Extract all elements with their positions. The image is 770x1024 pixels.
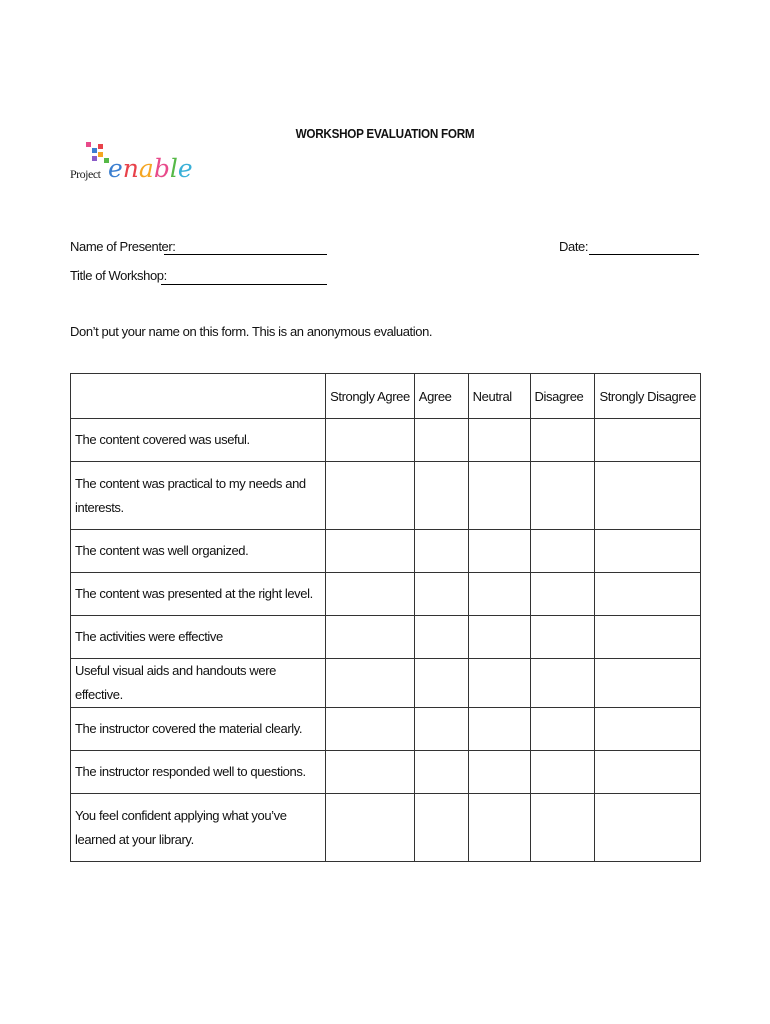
- rating-cell-strongly-agree[interactable]: [326, 751, 415, 794]
- statement-text: The content was practical to my needs and interests.: [71, 462, 326, 530]
- rating-cell-agree[interactable]: [414, 462, 468, 530]
- workshop-title-label: Title of Workshop:: [70, 268, 167, 283]
- workshop-title-input-line[interactable]: [161, 284, 327, 285]
- logo-enable-text: [108, 154, 193, 183]
- rating-cell-disagree[interactable]: [530, 530, 595, 573]
- statement-text: The content was presented at the right level.: [71, 573, 326, 616]
- rating-cell-neutral[interactable]: [468, 708, 530, 751]
- rating-cell-strongly-disagree[interactable]: [595, 530, 701, 573]
- logo-letter: l: [169, 154, 178, 183]
- logo-pixel: [98, 152, 103, 157]
- logo-pixel: [92, 148, 97, 153]
- statement-text: The content covered was useful.: [71, 419, 326, 462]
- statement-text: The content was well organized.: [71, 530, 326, 573]
- rating-cell-strongly-disagree[interactable]: [595, 573, 701, 616]
- logo-pixel: [98, 144, 103, 149]
- header-strongly-agree: Strongly Agree: [326, 374, 415, 419]
- logo-letter: a: [138, 154, 154, 183]
- logo-pixel: [92, 156, 97, 161]
- table-row: [71, 616, 701, 659]
- header-blank: [71, 374, 326, 419]
- rating-cell-neutral[interactable]: [468, 794, 530, 862]
- rating-cell-disagree[interactable]: [530, 794, 595, 862]
- header-disagree: Disagree: [530, 374, 595, 419]
- rating-cell-strongly-agree[interactable]: [326, 573, 415, 616]
- date-label: Date:: [559, 239, 589, 254]
- logo-project-text: Project: [70, 167, 101, 181]
- rating-cell-strongly-agree[interactable]: [326, 794, 415, 862]
- rating-cell-strongly-agree[interactable]: [326, 659, 415, 708]
- rating-cell-strongly-disagree[interactable]: [595, 751, 701, 794]
- rating-cell-neutral[interactable]: [468, 419, 530, 462]
- rating-cell-disagree[interactable]: [530, 751, 595, 794]
- table-row: [71, 708, 701, 751]
- table-row: [71, 530, 701, 573]
- statement-text: Useful visual aids and handouts were effective.: [71, 659, 326, 708]
- rating-cell-neutral[interactable]: [468, 616, 530, 659]
- rating-cell-strongly-disagree[interactable]: [595, 708, 701, 751]
- rating-cell-disagree[interactable]: [530, 708, 595, 751]
- rating-cell-strongly-disagree[interactable]: [595, 616, 701, 659]
- statement-text: The instructor covered the material clearly.: [71, 708, 326, 751]
- presenter-input-line[interactable]: [164, 254, 327, 255]
- rating-cell-neutral[interactable]: [468, 751, 530, 794]
- table-row: [71, 794, 701, 862]
- header-strongly-disagree: Strongly Disagree: [595, 374, 701, 419]
- logo-letter: b: [153, 154, 170, 183]
- rating-cell-disagree[interactable]: [530, 462, 595, 530]
- rating-cell-agree[interactable]: [414, 573, 468, 616]
- table-row: [71, 419, 701, 462]
- rating-cell-agree[interactable]: [414, 530, 468, 573]
- date-input-line[interactable]: [589, 254, 699, 255]
- table-row: [71, 659, 701, 708]
- rating-cell-strongly-agree[interactable]: [326, 462, 415, 530]
- table-header-row: [71, 374, 701, 419]
- table-row: [71, 751, 701, 794]
- rating-cell-strongly-disagree[interactable]: [595, 794, 701, 862]
- rating-cell-neutral[interactable]: [468, 573, 530, 616]
- rating-cell-disagree[interactable]: [530, 573, 595, 616]
- rating-cell-strongly-agree[interactable]: [326, 419, 415, 462]
- table-row: [71, 462, 701, 530]
- rating-cell-strongly-disagree[interactable]: [595, 419, 701, 462]
- rating-cell-agree[interactable]: [414, 616, 468, 659]
- rating-cell-neutral[interactable]: [468, 659, 530, 708]
- anonymous-note: Don’t put your name on this form. This is an anonymous evaluation.: [70, 324, 433, 339]
- form-title: WORKSHOP EVALUATION FORM: [295, 126, 475, 141]
- rating-cell-disagree[interactable]: [530, 659, 595, 708]
- table-row: [71, 573, 701, 616]
- header-neutral: Neutral: [468, 374, 530, 419]
- header-agree: Agree: [414, 374, 468, 419]
- rating-cell-agree[interactable]: [414, 794, 468, 862]
- rating-cell-strongly-disagree[interactable]: [595, 659, 701, 708]
- rating-cell-strongly-agree[interactable]: [326, 708, 415, 751]
- rating-cell-strongly-agree[interactable]: [326, 616, 415, 659]
- logo-letter: e: [177, 154, 193, 183]
- rating-cell-agree[interactable]: [414, 708, 468, 751]
- rating-cell-neutral[interactable]: [468, 530, 530, 573]
- rating-cell-strongly-disagree[interactable]: [595, 462, 701, 530]
- project-enable-logo: [68, 140, 193, 186]
- rating-cell-agree[interactable]: [414, 659, 468, 708]
- rating-cell-disagree[interactable]: [530, 419, 595, 462]
- rating-cell-disagree[interactable]: [530, 616, 595, 659]
- presenter-label: Name of Presenter:: [70, 239, 176, 254]
- rating-cell-strongly-agree[interactable]: [326, 530, 415, 573]
- logo-letter: e: [108, 154, 123, 183]
- statement-text: The activities were effective: [71, 616, 326, 659]
- rating-cell-neutral[interactable]: [468, 462, 530, 530]
- statement-text: You feel confident applying what you’ve learned at your library.: [71, 794, 326, 862]
- evaluation-table: [70, 373, 701, 862]
- rating-cell-agree[interactable]: [414, 751, 468, 794]
- logo-letter: n: [122, 154, 139, 183]
- statement-text: The instructor responded well to questions.: [71, 751, 326, 794]
- logo-pixel: [86, 142, 91, 147]
- rating-cell-agree[interactable]: [414, 419, 468, 462]
